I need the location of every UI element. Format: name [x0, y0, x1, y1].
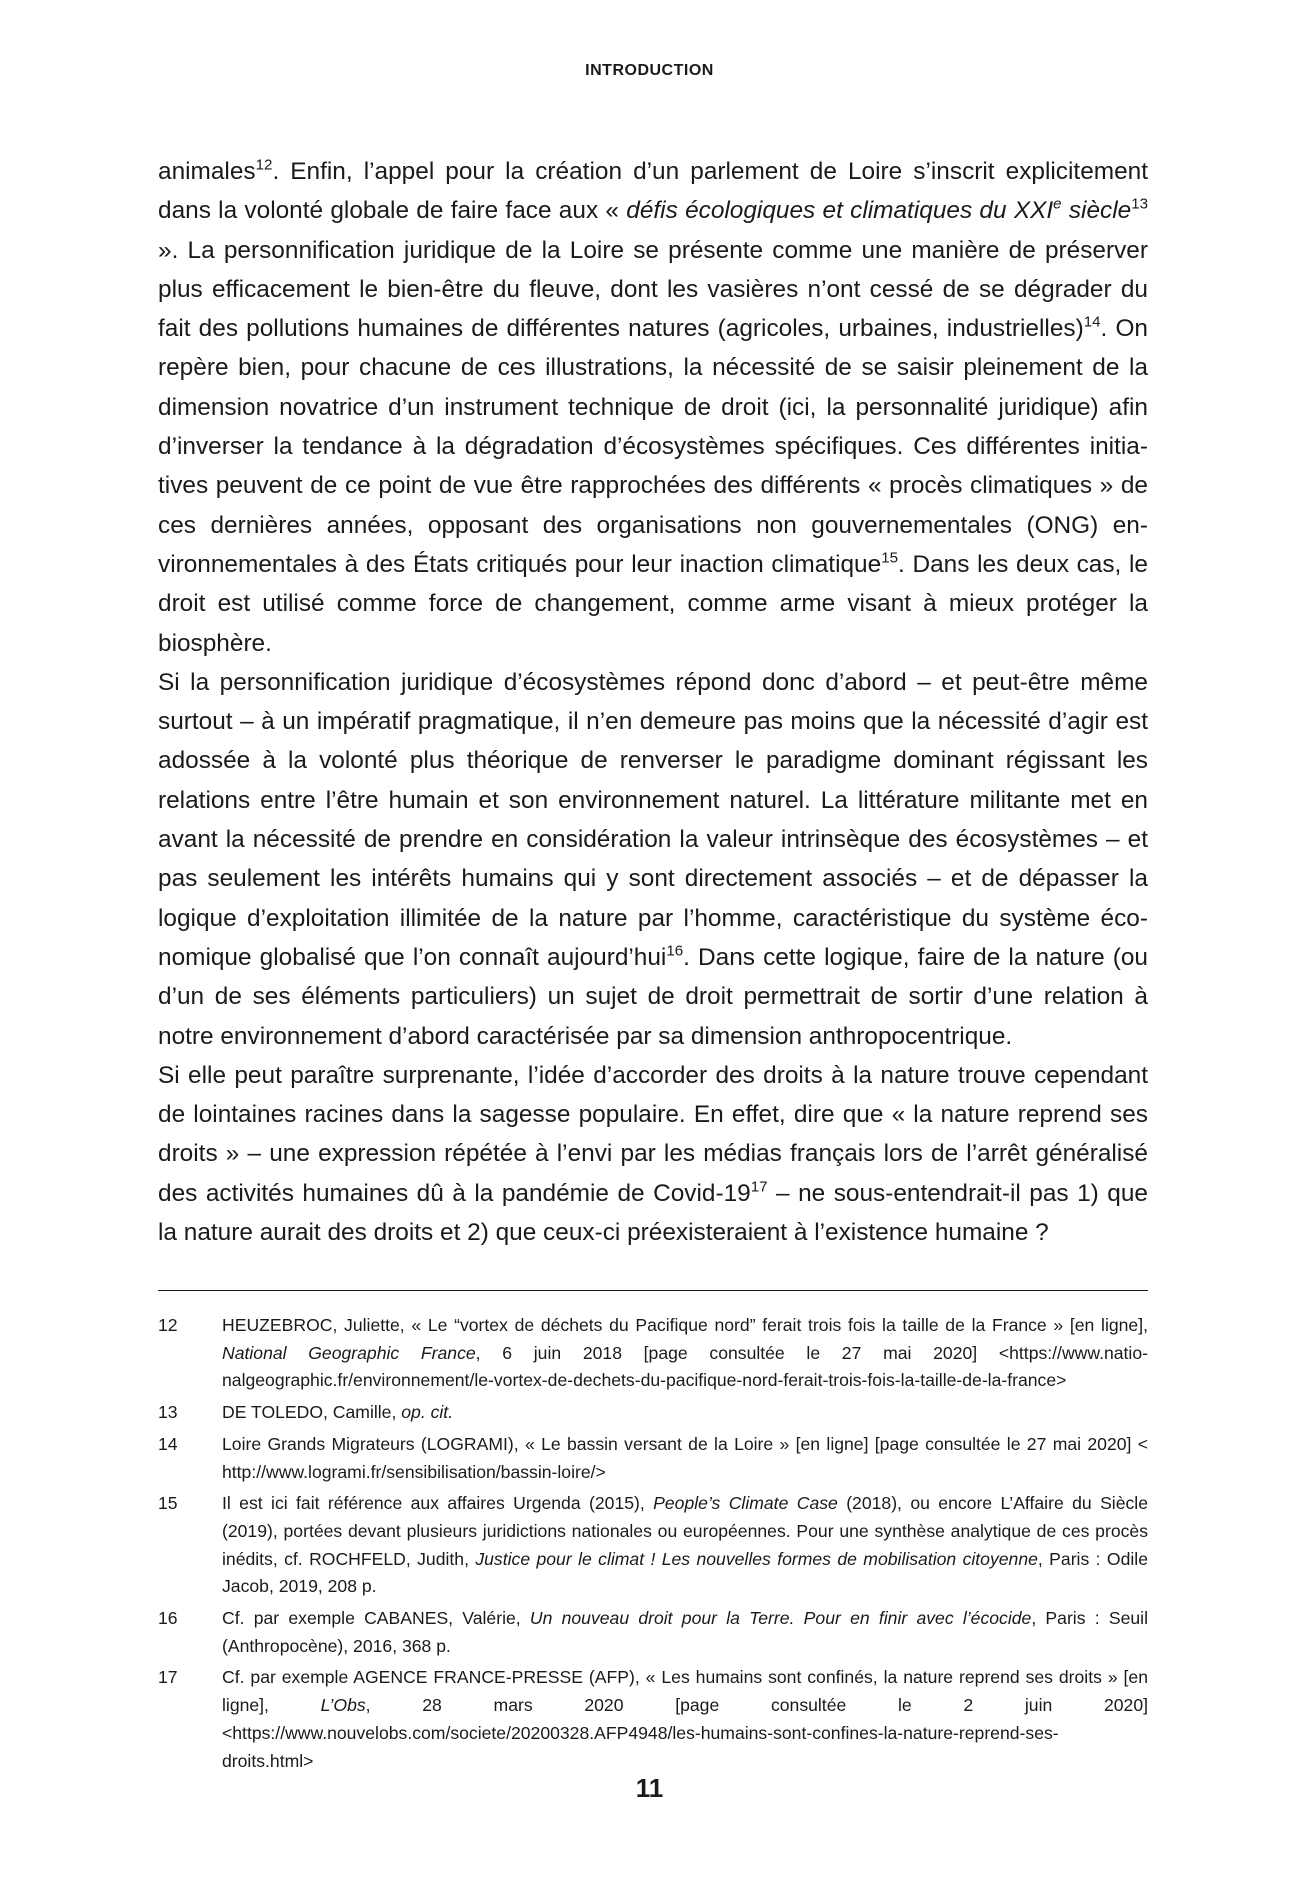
footnote-text — [222, 1315, 1148, 1390]
footnote-number: 12 — [158, 1315, 178, 1335]
italic-text: Justice pour le climat ! Les nouvelles formes de mobilisation citoyenne — [475, 1548, 1038, 1569]
note-reference: 16 — [666, 942, 684, 960]
paragraph — [158, 1056, 1148, 1252]
footnote-text — [222, 1493, 1148, 1596]
note-reference: 12 — [255, 156, 273, 174]
footnote-separator — [158, 1290, 1148, 1291]
italic-text: op. cit. — [401, 1402, 454, 1423]
text-run: ». La personnification juridique de la Loire se présente comme une manière de préserver plus efficacement le bien-être du fleuve, dont les vasières n’ont cessé de se dégrader du fait des pollutions humaines de différentes natures (agricoles, urbaines, industrielles) — [158, 236, 1148, 343]
text-run: . On repère bien, pour chacune de ces illustrations, la nécessité de se saisir pleinement de la dimension novatrice d’un instrument technique de droit (ici, la personnalité juridique) afin d’inverser la tendance à la dégradation d’écosystèmes spécifiques. Ces différentes initiatives peuvent de ce point de vue être rapprochées des différents « procès climatiques » de ces dernières années, opposant des organisations non gouvernementales (ONG) environnementales à des États critiqués pour leur inaction climatique — [158, 315, 1148, 578]
text-run: Si la personnification juridique d’écosystèmes répond donc d’abord – et peut-être même surtout – à un impératif pragmatique, il n’en demeure pas moins que la nécessité d’agir est adossée à la volonté plus théorique de renverser le paradigme dominant régissant les relations entre l’être humain et son environnement naturel. La littérature militante met en avant la nécessité de prendre en considération la valeur intrinsèque des écosystèmes – et pas seulement les intérêts humains qui y sont directement associés – et de dépasser la logique d’exploitation illimitée de la nature par l’homme, caractéristique du système économique globalisé que l’on connaît aujourd’hui — [158, 668, 1148, 971]
body-text — [158, 152, 1148, 1252]
text-run: DE TOLEDO, Camille, — [222, 1402, 402, 1423]
footnote-text — [222, 1434, 1148, 1482]
note-reference: e — [1053, 195, 1062, 213]
text-run: . Dans les deux cas, le droit est utilisé comme force de changement, comme arme visant à mieux protéger la biosphère. — [158, 550, 1148, 657]
italic-text: Un nouveau droit pour la Terre. Pour en finir avec l’écocide — [529, 1608, 1032, 1629]
footnote — [158, 1312, 1148, 1395]
text-run: HEUZEBROC, Juliette, « Le “vortex de déchets du Pacifique nord” ferait trois fois la taille de la France » [en ligne], — [222, 1315, 1148, 1335]
text-run: , Paris : Seuil (Anthropocène), 2016, 368 p. — [222, 1608, 1148, 1656]
text-run: . Dans cette logique, faire de la nature (ou d’un de ses éléments particuliers) un sujet de droit permettrait de sortir d’une relation à notre environnement d’abord caractérisée par sa dimension anthropocentrique. — [158, 943, 1148, 1050]
footnote-text — [222, 1402, 453, 1422]
footnote — [158, 1431, 1148, 1486]
footnote-number: 16 — [158, 1608, 178, 1629]
italic-text: L’Obs — [320, 1695, 366, 1716]
footnote — [158, 1605, 1148, 1660]
page-number: 11 — [635, 1773, 664, 1803]
text-run: Loire Grands Migrateurs (LOGRAMI), « Le bassin versant de la Loire » [en ligne] [page consultée le 27 mai 2020] < http://www.logrami.fr/sensibilisation/bassin-loire/> — [222, 1433, 1148, 1482]
footnote-number: 14 — [158, 1433, 178, 1454]
footnotes — [158, 1312, 1148, 1779]
text-run: Il est ici fait référence aux affaires Urgenda (2015), — [222, 1493, 654, 1514]
note-reference: 14 — [1083, 313, 1101, 331]
footnote-number: 15 — [158, 1493, 178, 1514]
note-reference: 13 — [1131, 195, 1149, 213]
footnote-text — [222, 1667, 1148, 1770]
text-run: animales — [158, 158, 256, 185]
footnote-text — [222, 1608, 1148, 1656]
footnote — [158, 1490, 1148, 1601]
italic-text: siècle — [1061, 197, 1132, 225]
note-reference: 17 — [750, 1178, 768, 1196]
text-run: . Enfin, l’appel pour la création d’un parlement de Loire s’inscrit explicitement dans la volonté globale de faire face aux « — [158, 158, 1148, 225]
text-run: , 28 mars 2020 [page consultée le 2 juin 2020] <https://www.nouvelobs.com/societe/20200328.AFP4948/les-humains-sont-confines-la-nature-reprend-ses-droits.html> — [222, 1695, 1149, 1771]
italic-text: National Geographic France — [222, 1342, 476, 1363]
text-run: , 6 juin 2018 [page consultée le 27 mai 2020] <https://www.nationalgeographic.fr/environnement/le-vortex-de-dechets-du-pacifique-nord-ferait-trois-fois-la-taille-de-la-france> — [222, 1342, 1148, 1391]
note-reference: 15 — [881, 549, 899, 567]
text-run: Cf. par exemple AGENCE FRANCE-PRESSE (AFP), « Les humains sont confinés, la nature reprend ses droits » [en ligne], — [222, 1667, 1148, 1716]
footnote-number: 13 — [158, 1402, 178, 1423]
italic-text: défis écologiques et climatiques du XXI — [626, 197, 1054, 225]
text-run: – ne sous-entendrait-il pas 1) que la nature aurait des droits et 2) que ceux-ci préexisteraient à l’existence humaine ? — [158, 1179, 1148, 1247]
text-run: , Paris : Odile Jacob, 2019, 208 p. — [222, 1548, 1148, 1597]
italic-text: People’s Climate Case — [653, 1493, 838, 1514]
text-run: (2018), ou encore L’Affaire du Siècle (2019), portées devant plusieurs juridictions nationales ou européennes. Pour une synthèse analytique de ces procès inédits, cf. ROCHFELD, Judith, — [222, 1493, 1148, 1569]
paragraph — [158, 663, 1148, 1056]
footnote — [158, 1664, 1148, 1775]
paragraph — [158, 152, 1148, 663]
text-run: Cf. par exemple CABANES, Valérie, — [222, 1608, 530, 1629]
text-run: Si elle peut paraître surprenante, l’idée d’accorder des droits à la nature trouve cependant de lointaines racines dans la sagesse populaire. En effet, dire que « la nature reprend ses droits » – une expression répétée à l’envi par les médias français lors de l’arrêt généralisé des activités humaines dû à la pandémie de Covid-19 — [158, 1061, 1148, 1207]
footnote — [158, 1399, 1148, 1427]
footnote-number: 17 — [158, 1667, 178, 1688]
running-head: INTRODUCTION — [585, 62, 714, 79]
